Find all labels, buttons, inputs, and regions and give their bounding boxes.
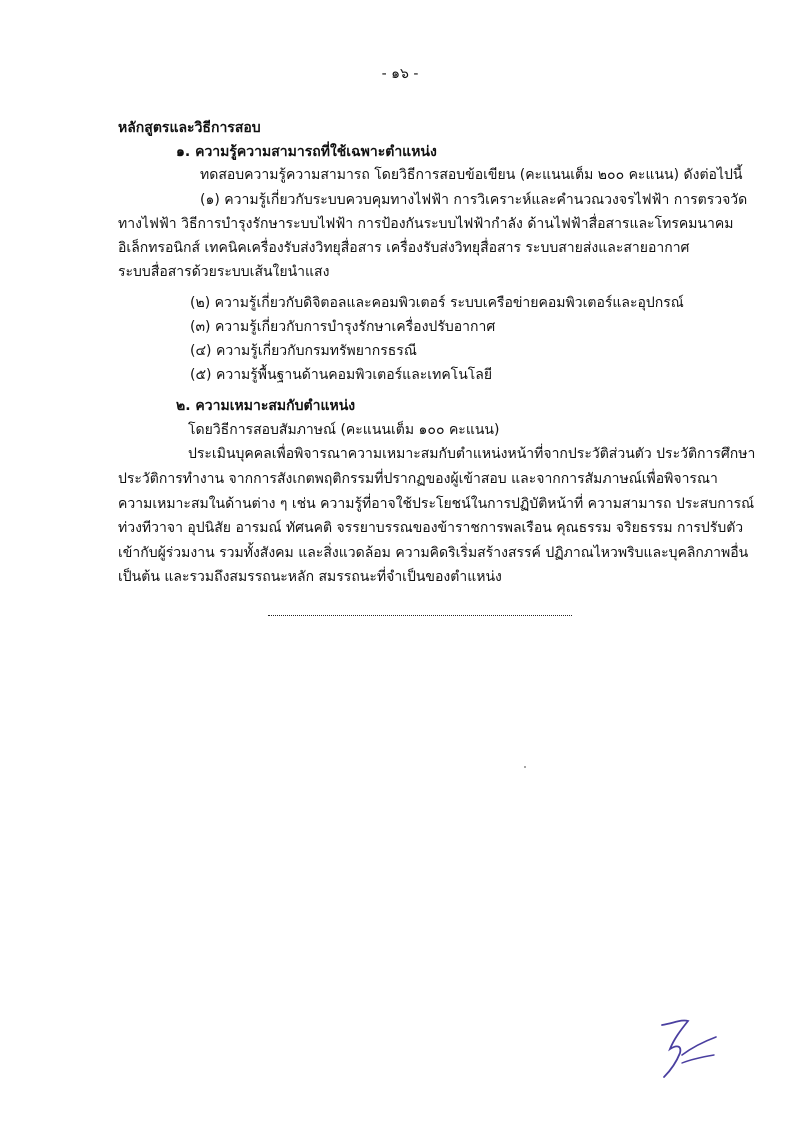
section-1-item-1-line-3: อิเล็กทรอนิกส์ เทคนิคเครื่องรับส่งวิทยุสื่อสาร เครื่องรับส่งวิทยุสื่อสาร ระบบสายส่งและสายอากาศ	[118, 240, 690, 256]
section-1-item-4: (๔) ความรู้เกี่ยวกับกรมทรัพยากรธรณี	[190, 343, 417, 359]
section-1-item-2: (๒) ความรู้เกี่ยวกับดิจิตอลและคอมพิวเตอร์ ระบบเครือข่ายคอมพิวเตอร์และอุปกรณ์	[190, 295, 684, 311]
dotted-end-line	[268, 615, 572, 616]
section-2-body-line-5: เข้ากับผู้ร่วมงาน รวมทั้งสังคม และสิ่งแวดล้อม ความคิดริเริ่มสร้างสรรค์ ปฏิภาณไหวพริบและบุคลิกภาพอื่น	[118, 545, 749, 561]
section-1-item-3: (๓) ความรู้เกี่ยวกับการบำรุงรักษาเครื่องปรับอากาศ	[190, 319, 496, 335]
section-1-item-1-line-4: ระบบสื่อสารด้วยระบบเส้นใยนำแสง	[118, 264, 330, 280]
section-1-item-5: (๕) ความรู้พื้นฐานด้านคอมพิวเตอร์และเทคโนโลยี	[190, 367, 493, 383]
section-1-intro: ทดสอบความรู้ความสามารถ โดยวิธีการสอบข้อเขียน (คะแนนเต็ม ๒๐๐ คะแนน) ดังต่อไปนี้	[200, 167, 743, 183]
section-1-item-1-line-2: ทางไฟฟ้า วิธีการบำรุงรักษาระบบไฟฟ้า การป้องกันระบบไฟฟ้ากำลัง ด้านไฟฟ้าสื่อสารและโทรคมนาคม	[118, 216, 734, 232]
section-1-item-1-line-1: (๑) ความรู้เกี่ยวกับระบบควบคุมทางไฟฟ้า การวิเคราะห์และคำนวณวงจรไฟฟ้า การตรวจวัด	[200, 192, 748, 208]
page-number: - ๑๖ -	[381, 66, 419, 82]
handwritten-signature	[652, 1015, 722, 1083]
section-2-intro: โดยวิธีการสอบสัมภาษณ์ (คะแนนเต็ม ๑๐๐ คะแนน)	[188, 422, 500, 438]
scan-speck	[524, 766, 526, 768]
section-2-body-line-3: ความเหมาะสมในด้านต่าง ๆ เช่น ความรู้ที่อาจใช้ประโยชน์ในการปฏิบัติหน้าที่ ความสามารถ ประสบการณ์	[118, 496, 755, 512]
section-2-body-line-4: ท่วงทีวาจา อุปนิสัย อารมณ์ ทัศนคติ จรรยาบรรณของข้าราชการพลเรือน คุณธรรม จริยธรรม การปรับตัว	[118, 520, 744, 536]
section-2-body-line-6: เป็นต้น และรวมถึงสมรรถนะหลัก สมรรถนะที่จำเป็นของตำแหน่ง	[118, 569, 502, 585]
section-2-body-line-1: ประเมินบุคคลเพื่อพิจารณาความเหมาะสมกับตำแหน่งหน้าที่จากประวัติส่วนตัว ประวัติการศึกษา	[188, 446, 756, 462]
document-heading: หลักสูตรและวิธีการสอบ	[118, 120, 261, 136]
section-2-body-line-2: ประวัติการทำงาน จากการสังเกตพฤติกรรมที่ปรากฏของผู้เข้าสอบ และจากการสัมภาษณ์เพื่อพิจารณา	[118, 471, 718, 487]
section-1-title: ๑. ความรู้ความสามารถที่ใช้เฉพาะตำแหน่ง	[176, 144, 437, 160]
section-2-title: ๒. ความเหมาะสมกับตำแหน่ง	[176, 398, 356, 414]
